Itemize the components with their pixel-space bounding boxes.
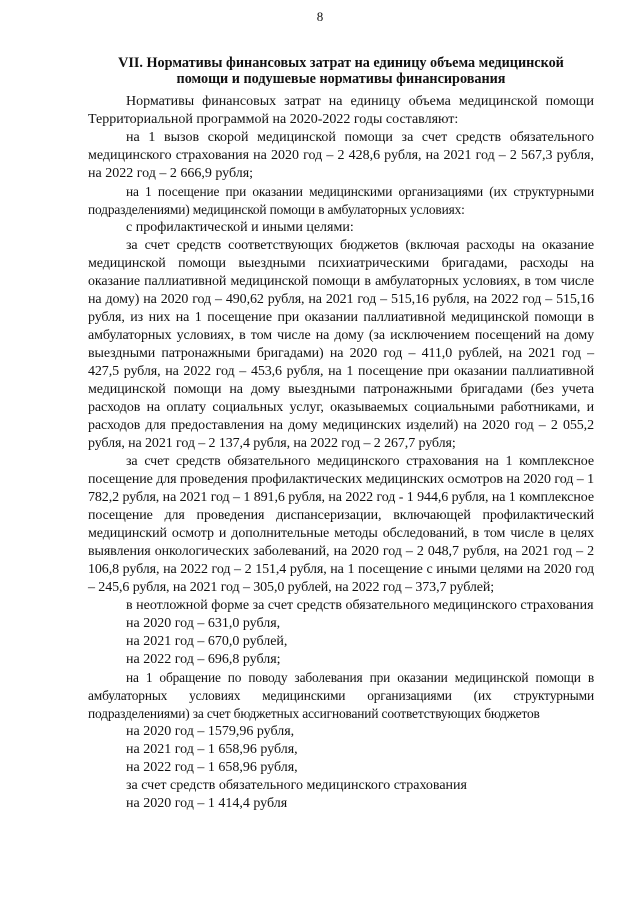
paragraph-outpatient-visit: на 1 посещение при оказании медицинскими организациями (их структурными подразделениями) медицинской помощи в амбулаторных условиях: [88,184,594,217]
page-number: 8 [316,9,324,24]
paragraph-budget-funds: за счет средств соответствующих бюджетов (включая расходы на оказание медицинской помощи выездными психиатрическими бригадами, расходы на оказание паллиативной медицинской помощи в амбулаторных условиях, в том числе на дому) на 2020 год – 490,62 рубля, на 2021 год – 515,16 рубля, на 2022 год – 515,16 рубля, из них на 1 посещение при оказании паллиативной медицинской помощи в амбулаторных условиях, в том числе на дому (за исключением посещений на дому выездными патронажными бригадами) на 2020 год – 411,0 рублей, на 2021 год – 427,5 рубля, на 2022 год – 453,6 рубля, на 1 посещение при оказании паллиативной медицинской помощи на дому выездными патронажными бригадами (без учета расходов на оплату социальных услуг, оказываемых социальными работниками, и расходов для предоставления на дому медицинских изделий) на 2020 год – 2 055,2 рубля, на 2021 год – 2 137,4 рубля, на 2022 год – 2 267,7 рубля; [88,238,594,451]
paragraph-disease-appeal: на 1 обращение по поводу заболевания при оказании медицинской помощи в амбулаторных условиях медицинскими организациями (их структурными подразделениями) за счет бюджетных ассигнований соответствующих бюджетов [88,670,594,721]
paragraph-oms-complex-visit: за счет средств обязательного медицинского страхования на 1 комплексное посещение для проведения профилактических медицинских осмотров на 2020 год – 1 782,2 рубля, на 2021 год – 1 891,6 рубля, на 2022 год - 1 944,6 рубля, на 1 комплексное посещение для проведения диспансеризации, включающей профилактический медицинский осмотр и дополнительные методы обследований, в том числе в целях выявления онкологических заболеваний, на 2020 год – 2 048,7 рубля, на 2021 год – 2 106,8 рубля, на 2022 год – 2 151,4 рубля, на 1 посещение с иными целями на 2020 год – 245,6 рубля, на 2021 год – 305,0 рублей, на 2022 год – 373,7 рублей; [88,454,594,595]
section-heading-line-1: VII. Нормативы финансовых затрат на единицу объема медицинской [118,55,564,71]
section-heading-line-2: помощи и подушевые нормативы финансирования [176,71,506,87]
paragraph-oms-2020: на 2020 год – 1 414,4 рубля [126,796,288,811]
paragraph-appeal-2021: на 2021 год – 1 658,96 рубля, [126,742,298,757]
paragraph-appeal-2022: на 2022 год – 1 658,96 рубля, [126,760,298,775]
paragraph-oms-funds: за счет средств обязательного медицинского страхования [126,778,467,793]
paragraph-urgent-2022: на 2022 год – 696,8 рубля; [126,652,281,667]
paragraph-urgent-care: в неотложной форме за счет средств обязательного медицинского страхования [126,598,594,613]
paragraph-preventive: с профилактической и иными целями: [126,220,354,235]
paragraph-urgent-2021: на 2021 год – 670,0 рублей, [126,634,288,649]
paragraph-intro: Нормативы финансовых затрат на единицу объема медицинской помощи Территориальной программой на 2020-2022 годы составляют: [88,94,594,127]
paragraph-appeal-2020: на 2020 год – 1579,96 рубля, [126,724,295,739]
paragraph-ambulance-call: на 1 вызов скорой медицинской помощи за счет средств обязательного медицинского страхования на 2020 год – 2 428,6 рубля, на 2021 год – 2 567,3 рубля, на 2022 год – 2 666,9 рубля; [88,130,594,181]
document-body [88,55,594,813]
paragraph-urgent-2020: на 2020 год – 631,0 рубля, [126,616,281,631]
section-heading [88,55,594,87]
